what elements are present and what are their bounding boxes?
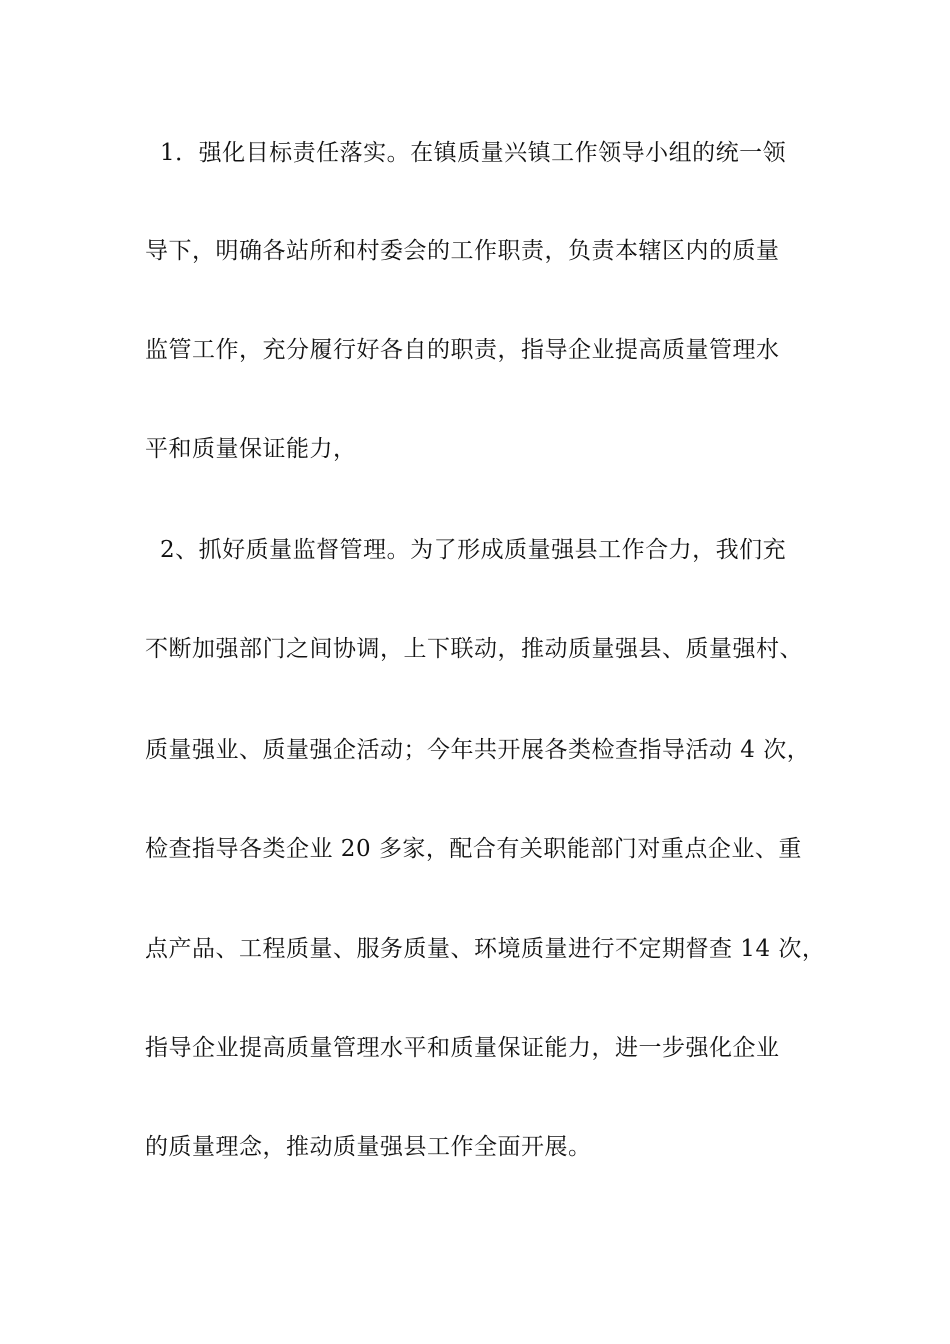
paragraph-2-line-4: 检查指导各类企业 20 多家，配合有关职能部门对重点企业、重	[145, 836, 802, 862]
paragraph-2-line-7: 的质量理念，推动质量强县工作全面开展。	[145, 1134, 592, 1160]
paragraph-2-line-1: 2、抓好质量监督管理。为了形成质量强县工作合力，我们充	[160, 537, 787, 563]
paragraph-1-line-1: 1．强化目标责任落实。在镇质量兴镇工作领导小组的统一领	[160, 140, 787, 166]
paragraph-2-line-5: 点产品、工程质量、服务质量、环境质量进行不定期督查 14 次，	[145, 936, 826, 962]
paragraph-1-line-3: 监管工作，充分履行好各自的职责，指导企业提高质量管理水	[145, 337, 780, 363]
paragraph-2-line-3: 质量强业、质量强企活动；今年共开展各类检查指导活动 4 次，	[145, 737, 811, 763]
paragraph-1-line-2: 导下，明确各站所和村委会的工作职责，负责本辖区内的质量	[145, 238, 780, 264]
paragraph-2-line-6: 指导企业提高质量管理水平和质量保证能力，进一步强化企业	[145, 1035, 780, 1061]
paragraph-1-line-4: 平和质量保证能力，	[145, 436, 357, 462]
paragraph-2-line-2: 不断加强部门之间协调，上下联动，推动质量强县、质量强村、	[145, 636, 803, 662]
